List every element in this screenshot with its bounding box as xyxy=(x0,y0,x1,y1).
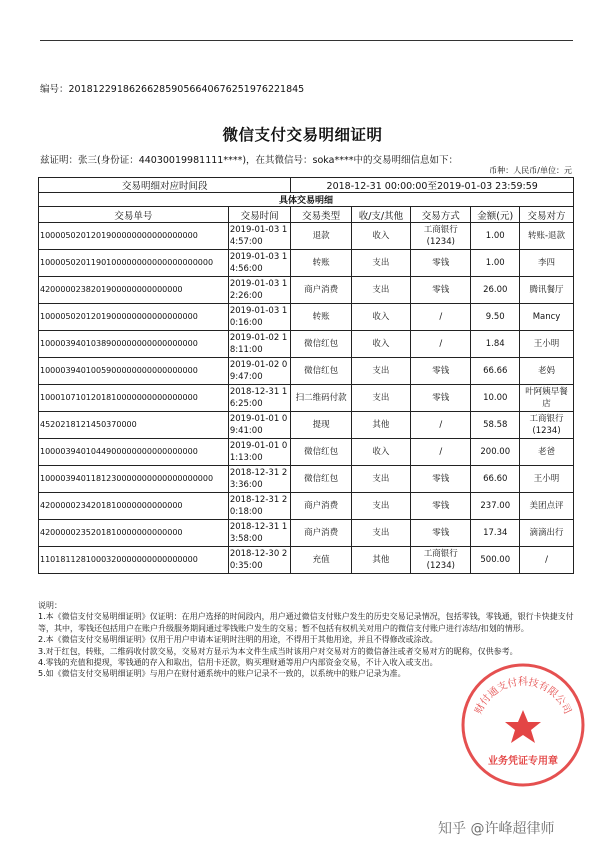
cell-amount: 66.66 xyxy=(471,358,520,385)
cell-direction: 收入 xyxy=(351,223,410,250)
seal-org-text: 财付通支付科技有限公司 xyxy=(473,677,573,716)
table-row xyxy=(39,520,574,547)
cell-counterparty: 转账-退款 xyxy=(520,223,574,250)
cell-time: 2018-12-31 20:18:00 xyxy=(228,493,291,520)
cell-time: 2019-01-03 14:57:00 xyxy=(228,223,291,250)
column-header: 交易时间 xyxy=(228,207,291,223)
period-value: 2018-12-31 00:00:00至2019-01-03 23:59:59 xyxy=(291,178,574,193)
cell-counterparty: 老爸 xyxy=(520,439,574,466)
cell-amount: 58.58 xyxy=(471,412,520,439)
cell-id: 4200000235201810000000000000 xyxy=(39,520,229,547)
section-title: 具体交易明细 xyxy=(39,193,574,207)
cell-time: 2019-01-01 09:41:00 xyxy=(228,412,291,439)
cell-method: / xyxy=(411,304,471,331)
cell-time: 2019-01-02 09:47:00 xyxy=(228,358,291,385)
table-row xyxy=(39,277,574,304)
column-header: 交易方式 xyxy=(411,207,471,223)
cell-type: 提现 xyxy=(291,412,351,439)
table-row xyxy=(39,304,574,331)
document-title: 微信支付交易明细证明 xyxy=(222,126,383,144)
note-item: 5.如《微信支付交易明细证明》与用户在财付通系统中的账户记录不一致的，以系统中的账户记录为准。 xyxy=(38,669,406,679)
note-item: 2.本《微信支付交易明细证明》仅用于用户申请本证明时注明的用途，不得用于其他用途，并且不得修改或涂改。 xyxy=(38,635,438,645)
cell-counterparty: 腾讯餐厅 xyxy=(520,277,574,304)
cell-direction: 支出 xyxy=(351,277,410,304)
cell-id: 1000050201201900000000000000000 xyxy=(39,304,229,331)
cell-time: 2019-01-03 12:26:00 xyxy=(228,277,291,304)
cell-time: 2018-12-31 13:58:00 xyxy=(228,520,291,547)
cell-id: 4200000234201810000000000000 xyxy=(39,493,229,520)
cell-amount: 500.00 xyxy=(471,547,520,574)
certification-statement: 兹证明：张三(身份证：44030019981111****)，在其微信号：soka****中的交易明细信息如下： xyxy=(40,155,458,166)
cell-method: 零钱 xyxy=(411,493,471,520)
cell-amount: 26.00 xyxy=(471,277,520,304)
cell-id: 1000107101201810000000000000000 xyxy=(39,385,229,412)
cell-time: 2018-12-31 16:25:00 xyxy=(228,385,291,412)
official-seal-stamp xyxy=(458,660,588,790)
period-label: 交易明细对应时间段 xyxy=(39,178,291,193)
cell-amount: 1.84 xyxy=(471,331,520,358)
note-item: 1.本《微信支付交易明细证明》仅证明：在用户选择的时间段内，用户通过微信支付账户发生的历史交易记录情况，包括零钱，零钱通，银行卡快捷支付等，其中，零钱还包括用户在账户升级服务期间通过零钱账户发生的交易；暂不包括有权机关对用户的微信支付账户进行冻结/扣划的情形。 xyxy=(38,612,574,633)
cell-id: 1000050201201900000000000000000 xyxy=(39,223,229,250)
top-divider xyxy=(40,40,573,41)
table-row xyxy=(39,385,574,412)
table-row xyxy=(39,250,574,277)
cell-direction: 支出 xyxy=(351,358,410,385)
cell-amount: 10.00 xyxy=(471,385,520,412)
cell-type: 微信红包 xyxy=(291,466,351,493)
cell-counterparty: 王小明 xyxy=(520,466,574,493)
cell-time: 2018-12-30 20:35:00 xyxy=(228,547,291,574)
cell-time: 2019-01-03 10:16:00 xyxy=(228,304,291,331)
cell-type: 商户消费 xyxy=(291,520,351,547)
cell-amount: 1.00 xyxy=(471,250,520,277)
column-header: 金额(元) xyxy=(471,207,520,223)
cell-id: 1000039401044900000000000000000 xyxy=(39,439,229,466)
cell-direction: 收入 xyxy=(351,439,410,466)
cell-id: 4520218121450370000 xyxy=(39,412,229,439)
cell-type: 商户消费 xyxy=(291,277,351,304)
cell-direction: 其他 xyxy=(351,412,410,439)
cell-type: 微信红包 xyxy=(291,331,351,358)
cell-time: 2019-01-01 01:13:00 xyxy=(228,439,291,466)
cell-counterparty: 叶阿姨早餐店 xyxy=(520,385,574,412)
cell-method: 工商银行(1234) xyxy=(411,547,471,574)
table-row xyxy=(39,547,574,574)
cell-method: 零钱 xyxy=(411,520,471,547)
cell-counterparty: 滴滴出行 xyxy=(520,520,574,547)
note-item: 4.零钱的充值和提现，零钱通的存入和取出，信用卡还款，购买理财通等用户内部资金交易，不计入收入或支出。 xyxy=(38,658,438,668)
cell-id: 1000039401038900000000000000000 xyxy=(39,331,229,358)
cell-amount: 66.60 xyxy=(471,466,520,493)
cell-type: 扫二维码付款 xyxy=(291,385,351,412)
note-item: 3.对于红包，转账，二维码收付款交易，交易对方显示为本文件生成当时该用户对交易对方的微信备注或者交易对方的昵称，仅供参考。 xyxy=(38,646,518,656)
cell-method: / xyxy=(411,439,471,466)
cell-id: 4200000238201900000000000000 xyxy=(39,277,229,304)
table-row xyxy=(39,223,574,250)
cell-id: 1000039401005900000000000000000 xyxy=(39,358,229,385)
cell-id: 1000039401181230000000000000000000 xyxy=(39,466,229,493)
cell-method: 零钱 xyxy=(411,385,471,412)
notes-heading: 说明： xyxy=(38,601,62,610)
cell-method: / xyxy=(411,412,471,439)
cell-method: / xyxy=(411,331,471,358)
cell-direction: 支出 xyxy=(351,466,410,493)
cell-direction: 收入 xyxy=(351,304,410,331)
seal-sub-text: 业务凭证专用章 xyxy=(488,756,558,767)
cell-direction: 支出 xyxy=(351,385,410,412)
column-header: 收/支/其他 xyxy=(351,207,410,223)
cell-direction: 支出 xyxy=(351,520,410,547)
cell-amount: 200.00 xyxy=(471,439,520,466)
cell-type: 退款 xyxy=(291,223,351,250)
cell-type: 转账 xyxy=(291,304,351,331)
cell-direction: 支出 xyxy=(351,493,410,520)
platform-watermark: 知乎 @许峰超律师 xyxy=(438,821,555,837)
column-header: 交易单号 xyxy=(39,207,229,223)
cell-counterparty: 王小明 xyxy=(520,331,574,358)
cell-direction: 其他 xyxy=(351,547,410,574)
column-header: 交易类型 xyxy=(291,207,351,223)
cell-time: 2018-12-31 23:36:00 xyxy=(228,466,291,493)
cell-method: 零钱 xyxy=(411,358,471,385)
table-row xyxy=(39,331,574,358)
cell-time: 2019-01-02 18:11:00 xyxy=(228,331,291,358)
table-row xyxy=(39,466,574,493)
cell-type: 微信红包 xyxy=(291,439,351,466)
cell-counterparty: / xyxy=(520,547,574,574)
cell-counterparty: Mancy xyxy=(520,304,574,331)
cell-id: 1000050201190100000000000000000000 xyxy=(39,250,229,277)
cell-type: 充值 xyxy=(291,547,351,574)
cell-counterparty: 老妈 xyxy=(520,358,574,385)
currency-unit: 币种：人民币/单位：元 xyxy=(489,166,572,175)
cell-direction: 支出 xyxy=(351,250,410,277)
cell-type: 微信红包 xyxy=(291,358,351,385)
cell-counterparty: 李四 xyxy=(520,250,574,277)
column-header: 交易对方 xyxy=(520,207,574,223)
cell-method: 工商银行(1234) xyxy=(411,223,471,250)
transaction-table xyxy=(38,177,574,574)
cell-direction: 收入 xyxy=(351,331,410,358)
cell-type: 转账 xyxy=(291,250,351,277)
cell-time: 2019-01-03 14:56:00 xyxy=(228,250,291,277)
cell-amount: 9.50 xyxy=(471,304,520,331)
cell-id: 1101811281000320000000000000000 xyxy=(39,547,229,574)
table-row xyxy=(39,412,574,439)
table-row xyxy=(39,493,574,520)
table-row xyxy=(39,358,574,385)
cell-method: 零钱 xyxy=(411,466,471,493)
document-serial: 编号：2018122918626628590566406762519762218‌45 xyxy=(40,84,305,95)
cell-counterparty: 工商银行(1234) xyxy=(520,412,574,439)
cell-amount: 17.34 xyxy=(471,520,520,547)
table-row xyxy=(39,439,574,466)
cell-counterparty: 美团点评 xyxy=(520,493,574,520)
cell-method: 零钱 xyxy=(411,250,471,277)
cell-amount: 1.00 xyxy=(471,223,520,250)
cell-method: 零钱 xyxy=(411,277,471,304)
cell-type: 商户消费 xyxy=(291,493,351,520)
cell-amount: 237.00 xyxy=(471,493,520,520)
seal-star-icon xyxy=(505,710,541,743)
